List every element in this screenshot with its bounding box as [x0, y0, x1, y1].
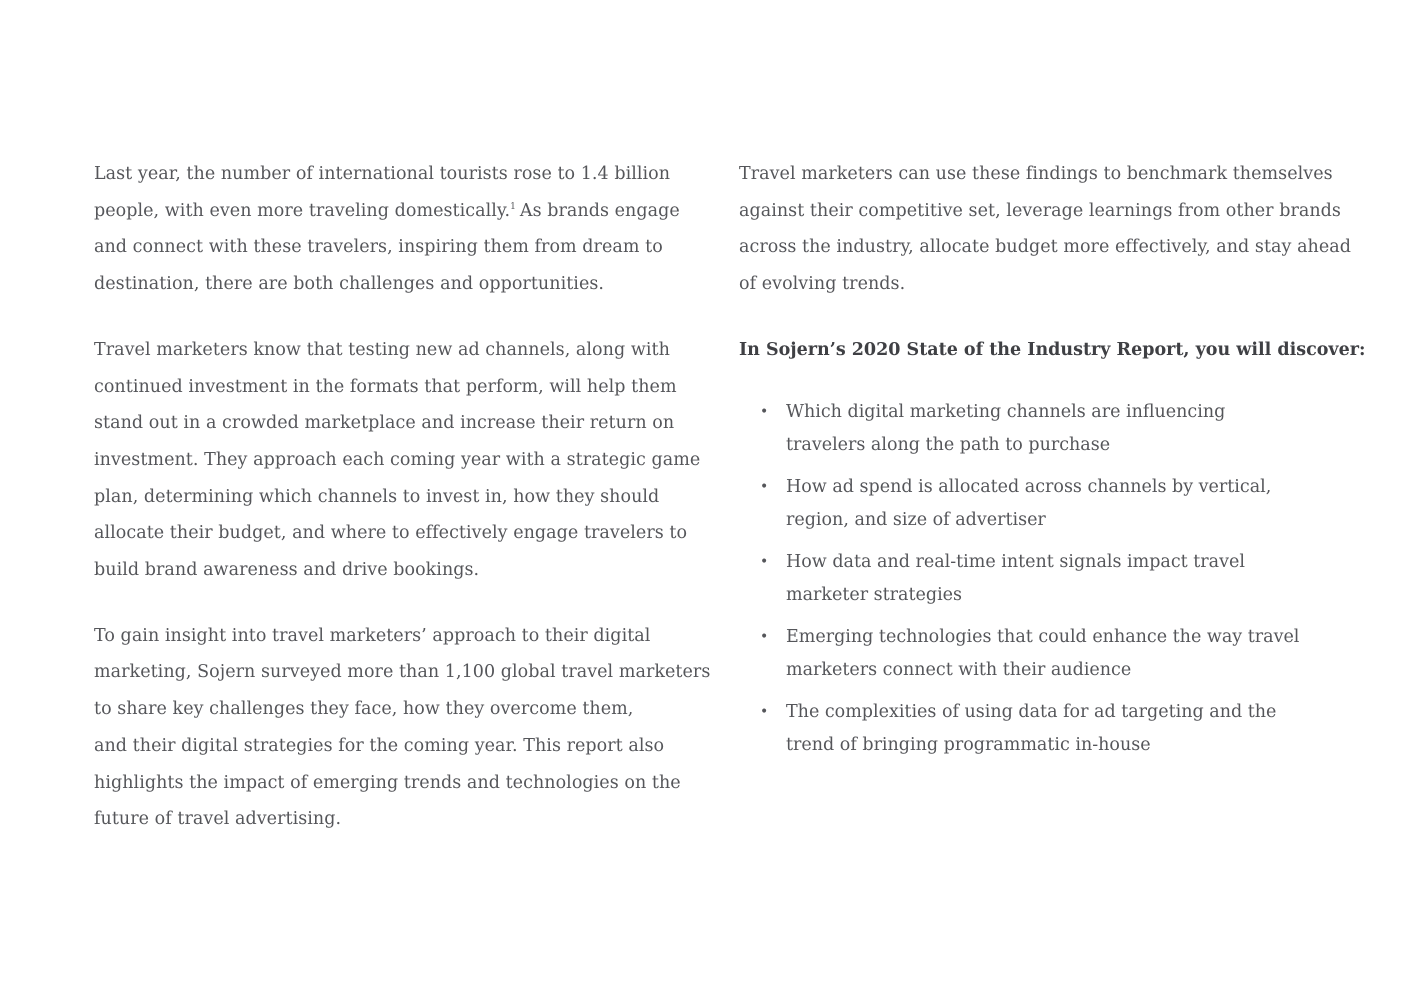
text-line: Emerging technologies that could enhance the way travel [786, 626, 1300, 647]
text-line: The complexities of using data for ad targeting and the [786, 701, 1277, 722]
discover-heading: In Sojern’s 2020 State of the Industry Report, you will discover: [739, 339, 1366, 360]
text-line: destination, there are both challenges and opportunities. [94, 274, 604, 295]
text-line: travelers along the path to purchase [786, 434, 1111, 455]
text-line: across the industry, allocate budget more effectively, and stay ahead [739, 237, 1352, 258]
text-line: Which digital marketing channels are influencing [786, 401, 1226, 422]
right-column [739, 156, 1366, 762]
bullet-icon: • [760, 628, 769, 645]
text-line: and connect with these travelers, inspiring them from dream to [94, 237, 663, 258]
benchmark-paragraph [739, 156, 1352, 303]
text-line: Travel marketers know that testing new ad channels, along with [94, 339, 670, 360]
text-segment: people, with even more traveling domestically. [94, 200, 511, 221]
text-line: Travel marketers can use these findings to benchmark themselves [739, 164, 1333, 184]
discover-list [739, 396, 1339, 762]
text-line: against their competitive set, leverage learnings from other brands [739, 200, 1341, 221]
text-line: marketer strategies [786, 584, 963, 605]
text-line: trend of bringing programmatic in-house [786, 734, 1151, 755]
text-line [94, 193, 684, 230]
text-segment: As brands engage [519, 200, 680, 221]
bullet-icon: • [760, 553, 769, 570]
channels-paragraph [94, 332, 701, 589]
text-line: future of travel advertising. [94, 809, 342, 830]
list-item [739, 621, 1339, 687]
list-item [739, 396, 1339, 462]
text-line: marketers connect with their audience [786, 659, 1132, 680]
text-line: How ad spend is allocated across channels by vertical, [786, 476, 1272, 497]
text-line: marketing, Sojern surveyed more than 1,100 global travel marketers [94, 662, 711, 683]
bullet-icon: • [760, 703, 769, 720]
text-line: to share key challenges they face, how they overcome them, [94, 699, 634, 720]
text-line: of evolving trends. [739, 274, 906, 295]
text-line: How data and real-time intent signals impact travel [786, 551, 1245, 572]
text-line: To gain insight into travel marketers’ approach to their digital [94, 625, 651, 646]
list-item [739, 471, 1339, 537]
text-line: Last year, the number of international tourists rose to 1.4 billion [94, 164, 671, 184]
text-line: highlights the impact of emerging trends and technologies on the [94, 772, 681, 793]
list-item [739, 546, 1339, 612]
text-line: continued investment in the formats that perform, will help them [94, 376, 677, 397]
text-line: allocate their budget, and where to effectively engage travelers to [94, 523, 688, 544]
bullet-icon: • [760, 403, 769, 420]
text-line: build brand awareness and drive bookings. [94, 560, 480, 581]
text-line: stand out in a crowded marketplace and increase their return on [94, 413, 675, 434]
survey-paragraph [94, 618, 711, 838]
text-line: plan, determining which channels to invest in, how they should [94, 486, 660, 507]
text-line: investment. They approach each coming year with a strategic game [94, 449, 701, 470]
left-column [94, 156, 711, 838]
list-item [739, 696, 1339, 762]
text-line: region, and size of advertiser [786, 509, 1046, 530]
text-line: and their digital strategies for the coming year. This report also [94, 735, 665, 756]
intro-paragraph [94, 156, 684, 303]
bullet-icon: • [760, 478, 769, 495]
footnote-marker: 1 [510, 201, 516, 212]
